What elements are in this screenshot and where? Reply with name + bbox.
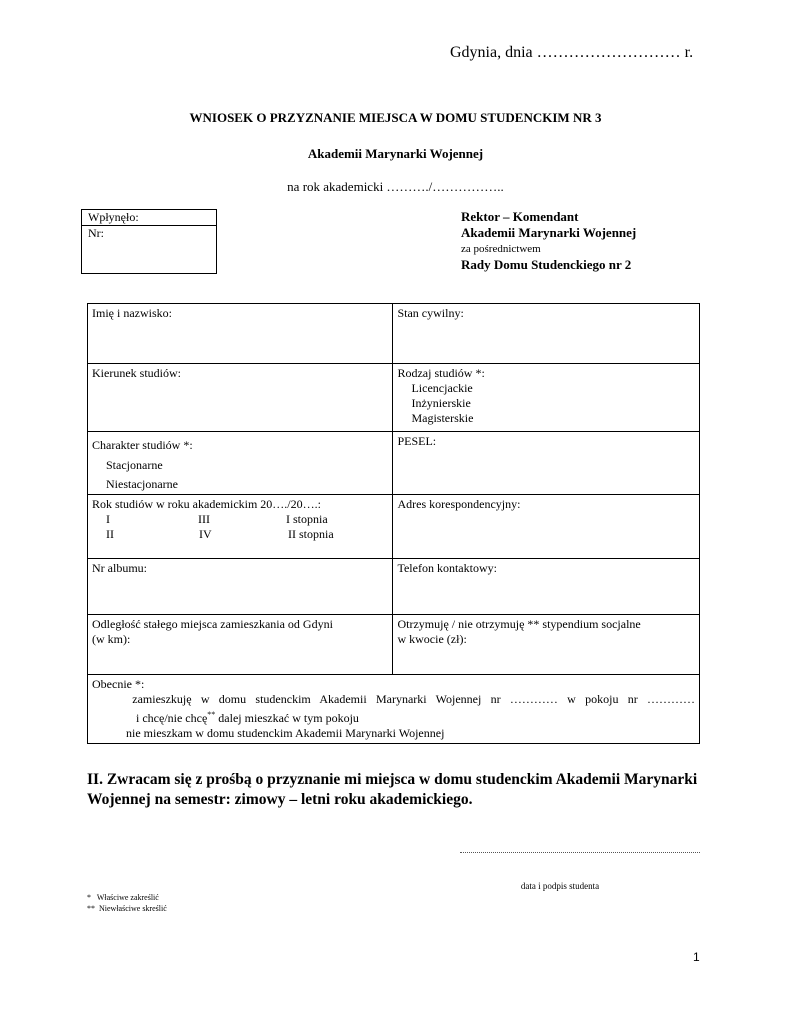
study-type-label: Rodzaj studiów *: xyxy=(397,366,485,380)
current-option-not-living[interactable]: nie mieszkam w domu studenckim Akademii Marynarki Wojennej xyxy=(126,726,445,740)
number-label: Nr: xyxy=(88,226,104,240)
address-label: Adres korespondencyjny: xyxy=(397,497,521,511)
year-option-4[interactable]: IV xyxy=(199,527,212,541)
phone-label: Telefon kontaktowy: xyxy=(397,561,497,575)
addressee-line-2: Akademii Marynarki Wojennej xyxy=(461,225,637,240)
study-mode-option[interactable]: Niestacjonarne xyxy=(106,477,178,491)
degree-option-2[interactable]: II stopnia xyxy=(288,527,334,541)
distance-label-2: (w km): xyxy=(92,632,131,646)
current-label: Obecnie *: xyxy=(92,677,145,691)
page-number: 1 xyxy=(693,950,700,964)
application-form-table xyxy=(87,303,700,744)
footnote-1: * Właściwe zakreślić xyxy=(87,893,159,902)
field-of-study-field[interactable] xyxy=(88,364,393,432)
degree-option-1[interactable]: I stopnia xyxy=(286,512,328,526)
current-option-living[interactable]: zamieszkuję w domu studenckim Akademii Marynarki Wojennej nr ………… w pokoju nr ………… xyxy=(132,692,695,706)
study-mode-label: Charakter studiów *: xyxy=(92,438,193,452)
signature-caption: data i podpis studenta xyxy=(520,881,600,891)
section-two-request: II. Zwracam się z prośbą o przyznanie mi miejsca w domu studenckim Akademii Marynarki Wojennej na semestr: zimowy – letni roku akademickiego. xyxy=(87,771,698,808)
phone-field[interactable] xyxy=(393,559,700,615)
distance-field[interactable] xyxy=(88,615,393,675)
year-option-2[interactable]: II xyxy=(106,527,114,541)
study-year-cell xyxy=(88,495,393,559)
study-type-option[interactable]: Licencjackie xyxy=(411,381,473,395)
distance-label-1: Odległość stałego miejsca zamieszkania od Gdyni xyxy=(92,617,333,631)
marital-label: Stan cywilny: xyxy=(397,306,464,320)
field-of-study-label: Kierunek studiów: xyxy=(92,366,181,380)
scholarship-label-2: w kwocie (zł): xyxy=(397,632,467,646)
signature-line[interactable] xyxy=(460,852,700,853)
registration-box xyxy=(81,209,217,274)
addressee-line-4: Rady Domu Studenckiego nr 2 xyxy=(461,257,632,272)
study-type-option[interactable]: Inżynierskie xyxy=(411,396,471,410)
year-option-3[interactable]: III xyxy=(198,512,210,526)
name-field[interactable] xyxy=(88,304,393,364)
study-type-cell xyxy=(393,364,700,432)
footnote-2: ** Niewłaściwe skreślić xyxy=(87,904,167,913)
received-label: Wpłynęło: xyxy=(82,210,216,226)
document-subtitle: Akademii Marynarki Wojennej xyxy=(307,146,484,161)
addressee-line-3: za pośrednictwem xyxy=(461,243,541,255)
addressee-line-1: Rektor – Komendant xyxy=(461,209,579,224)
document-title: WNIOSEK O PRZYZNANIE MIEJSCA W DOMU STUDENCKIM NR 3 xyxy=(189,110,602,125)
year-option-1[interactable]: I xyxy=(106,512,110,526)
current-option-continue: i chcę/nie chcę** dalej mieszkać w tym pokoju xyxy=(136,710,359,725)
date-line: Gdynia, dnia ……………………… r. xyxy=(450,44,694,61)
study-mode-option[interactable]: Stacjonarne xyxy=(106,458,163,472)
scholarship-field[interactable] xyxy=(393,615,700,675)
study-type-option[interactable]: Magisterskie xyxy=(411,411,474,425)
study-mode-cell xyxy=(88,432,393,495)
name-label: Imię i nazwisko: xyxy=(92,306,172,320)
scholarship-label-1: Otrzymuję / nie otrzymuję ** stypendium socjalne xyxy=(397,617,641,631)
academic-year-line: na rok akademicki ………./…………….. xyxy=(287,179,504,194)
pesel-field[interactable] xyxy=(393,432,700,495)
album-label: Nr albumu: xyxy=(92,561,147,575)
study-year-label: Rok studiów w roku akademickim 20…./20….: xyxy=(92,497,321,511)
album-number-field[interactable] xyxy=(88,559,393,615)
addressee xyxy=(461,209,636,273)
address-field[interactable] xyxy=(393,495,700,559)
marital-status-field[interactable] xyxy=(393,304,700,364)
pesel-label: PESEL: xyxy=(397,434,437,448)
current-residence-cell xyxy=(88,675,700,744)
